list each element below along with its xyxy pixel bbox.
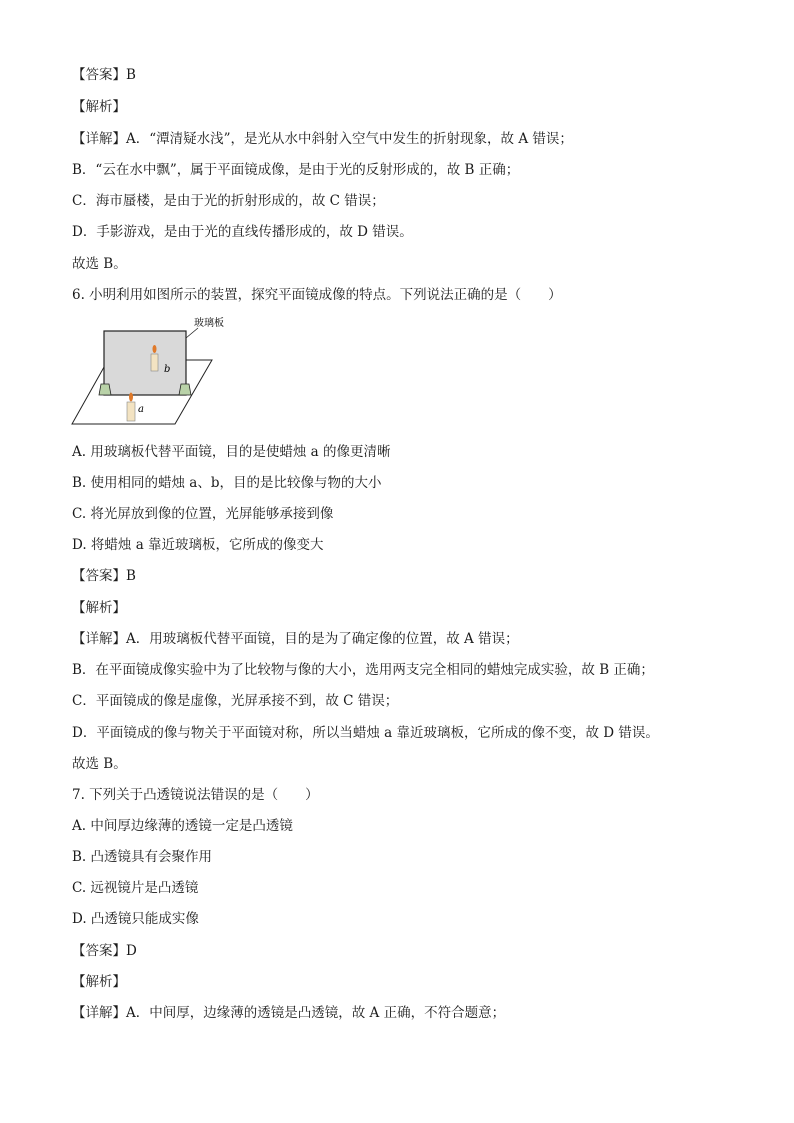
label-leader [186, 328, 198, 338]
conclusion-line: 故选 B。 [72, 756, 127, 772]
detail-line: C．平面镜成的像是虚像，光屏承接不到，故 C 错误； [72, 693, 399, 709]
analysis-heading: 【解析】 [72, 974, 126, 990]
question-7: 7. 下列关于凸透镜说法错误的是（ ） [72, 787, 319, 803]
detail-line: 【详解】A．中间厚，边缘薄的透镜是凸透镜，故 A 正确，不符合题意； [72, 1005, 506, 1021]
glass-plate-label: 玻璃板 [194, 318, 224, 329]
option-d: D. 凸透镜只能成实像 [72, 911, 199, 927]
option-d: D. 将蜡烛 a 靠近玻璃板，它所成的像变大 [72, 537, 324, 553]
detail-line: C．海市蜃楼，是由于光的折射形成的，故 C 错误； [72, 193, 385, 209]
detail-line: D．手影游戏，是由于光的直线传播形成的，故 D 错误。 [72, 224, 413, 240]
answer-line: 【答案】B [72, 67, 136, 83]
detail-line: 【详解】A．“潭清疑水浅”，是光从水中斜射入空气中发生的折射现象，故 A 错误； [72, 131, 573, 147]
candle-a-label: a [138, 404, 144, 415]
option-a: A. 中间厚边缘薄的透镜一定是凸透镜 [72, 818, 293, 834]
detail-line: D．平面镜成的像与物关于平面镜对称，所以当蜡烛 a 靠近玻璃板，它所成的像不变，故 D 错误。 [72, 725, 659, 741]
question-6: 6. 小明利用如图所示的装置，探究平面镜成像的特点。下列说法正确的是（ ） [72, 287, 562, 303]
option-b: B. 凸透镜具有会聚作用 [72, 849, 213, 865]
conclusion-line: 故选 B。 [72, 256, 127, 272]
holder-left [99, 384, 111, 395]
detail-line: B．“云在水中飘”，属于平面镜成像，是由于光的反射形成的，故 B 正确； [72, 162, 520, 178]
answer-line: 【答案】B [72, 568, 136, 584]
analysis-heading: 【解析】 [72, 600, 126, 616]
analysis-heading: 【解析】 [72, 99, 126, 115]
mirror-experiment-figure [70, 316, 240, 426]
detail-line: B．在平面镜成像实验中为了比较物与像的大小，选用两支完全相同的蜡烛完成实验，故 B 正确； [72, 662, 654, 678]
holder-right [179, 384, 191, 395]
glass-plate [104, 331, 186, 395]
option-b: B. 使用相同的蜡烛 a、b，目的是比较像与物的大小 [72, 475, 382, 491]
candle-b [151, 354, 158, 371]
candle-b-flame [153, 345, 157, 353]
candle-a [127, 402, 135, 421]
answer-line: 【答案】D [72, 943, 137, 959]
detail-line: 【详解】A．用玻璃板代替平面镜，目的是为了确定像的位置，故 A 错误； [72, 631, 519, 647]
option-a: A. 用玻璃板代替平面镜，目的是使蜡烛 a 的像更清晰 [72, 444, 391, 460]
candle-b-label: b [164, 364, 171, 375]
candle-a-flame [129, 393, 133, 402]
option-c: C. 远视镜片是凸透镜 [72, 880, 199, 896]
option-c: C. 将光屏放到像的位置，光屏能够承接到像 [72, 506, 334, 522]
